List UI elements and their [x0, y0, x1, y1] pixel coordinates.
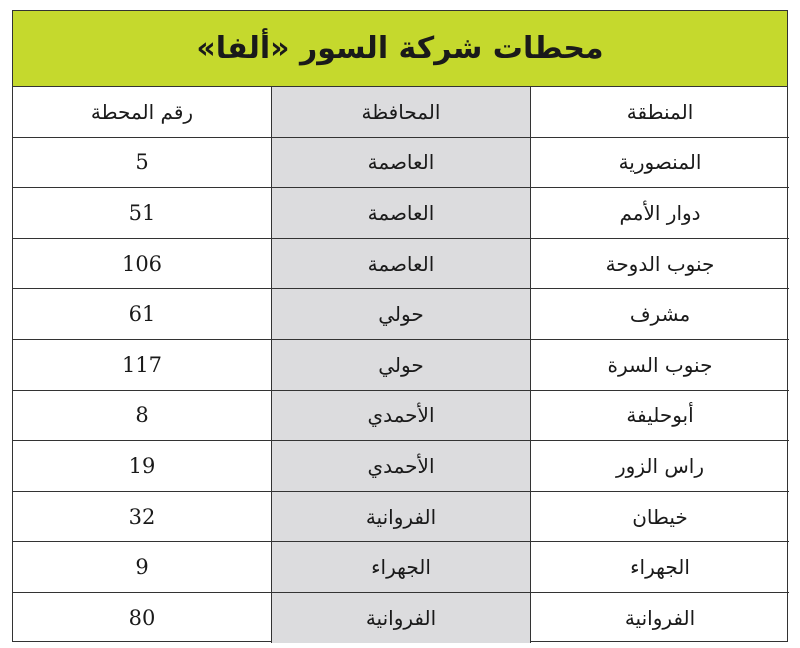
cell-area: جنوب السرة	[531, 339, 790, 390]
table-row	[13, 491, 789, 542]
cell-station-number: 8	[13, 390, 272, 441]
cell-governorate: العاصمة	[272, 188, 531, 239]
cell-governorate: الأحمدي	[272, 441, 531, 492]
header-area: المنطقة	[531, 87, 790, 137]
cell-area: مشرف	[531, 289, 790, 340]
cell-station-number: 61	[13, 289, 272, 340]
cell-area: المنصورية	[531, 137, 790, 188]
table-title: محطات شركة السور «ألفا»	[196, 31, 604, 66]
cell-station-number: 51	[13, 188, 272, 239]
cell-station-number: 117	[13, 339, 272, 390]
table-row	[13, 441, 789, 492]
stations-table	[13, 87, 789, 643]
cell-area: الفروانية	[531, 592, 790, 642]
cell-governorate: حولي	[272, 339, 531, 390]
cell-area: أبوحليفة	[531, 390, 790, 441]
cell-governorate: الأحمدي	[272, 390, 531, 441]
cell-governorate: العاصمة	[272, 238, 531, 289]
table-row	[13, 339, 789, 390]
cell-area: جنوب الدوحة	[531, 238, 790, 289]
table-row	[13, 137, 789, 188]
cell-governorate: الفروانية	[272, 491, 531, 542]
cell-governorate: الفروانية	[272, 592, 531, 642]
header-row	[13, 87, 789, 137]
cell-station-number: 5	[13, 137, 272, 188]
cell-governorate: حولي	[272, 289, 531, 340]
cell-station-number: 9	[13, 542, 272, 593]
table-row	[13, 188, 789, 239]
table-row	[13, 592, 789, 642]
cell-area: خيطان	[531, 491, 790, 542]
cell-area: راس الزور	[531, 441, 790, 492]
cell-area: دوار الأمم	[531, 188, 790, 239]
cell-governorate: العاصمة	[272, 137, 531, 188]
header-governorate: المحافظة	[272, 87, 531, 137]
table-row	[13, 238, 789, 289]
table-row	[13, 390, 789, 441]
cell-station-number: 32	[13, 491, 272, 542]
cell-station-number: 106	[13, 238, 272, 289]
header-station-number: رقم المحطة	[13, 87, 272, 137]
table-body	[13, 137, 789, 642]
cell-station-number: 80	[13, 592, 272, 642]
table-row	[13, 542, 789, 593]
title-bar	[13, 11, 787, 87]
table-row	[13, 289, 789, 340]
cell-governorate: الجهراء	[272, 542, 531, 593]
cell-area: الجهراء	[531, 542, 790, 593]
cell-station-number: 19	[13, 441, 272, 492]
stations-table-card	[12, 10, 788, 642]
